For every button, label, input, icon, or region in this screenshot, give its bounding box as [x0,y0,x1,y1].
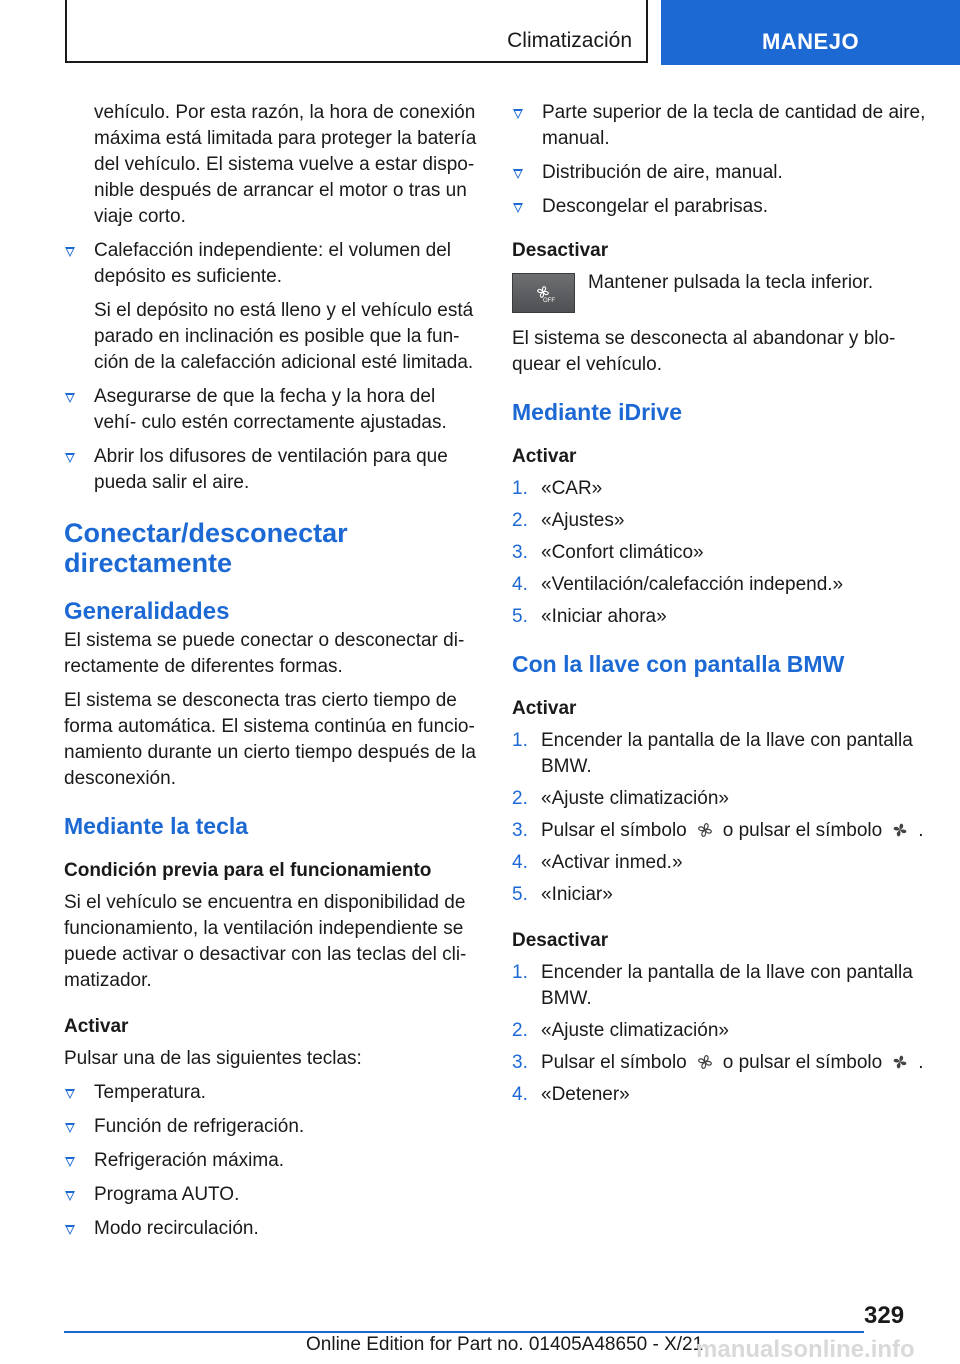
fan-filled-icon [888,1053,912,1071]
list-item-text: Calefacción independiente: el volumen del depósito es suficiente. [94,240,452,287]
bullet-triangle-icon [65,1089,75,1099]
numbered-step [512,540,927,566]
list-item-text: Abrir los difusores de ventilación para que pueda salir el aire. [94,446,448,493]
label-heading: Activar [512,698,577,719]
step-number: 3. [512,820,528,841]
list-item-text: Temperatura. [94,1082,206,1103]
list-item [64,1148,479,1174]
paragraph: El sistema se puede conectar o desconectar di‐ rectamente de diferentes formas. [64,630,465,677]
intro-paragraph: vehículo. Por esta razón, la hora de conexión máxima está limitada para proteger la batería del vehículo. El sistema vuelve a estar dispo‐ nible después de arrancar el motor o tras un viaje corto. [94,102,477,227]
section-heading: Conectar/desconectar directamente [64,518,348,578]
list-item [512,160,927,186]
footer-edition: Online Edition for Part no. 01405A48650 - X/21 [306,1334,704,1355]
list-item [64,1080,479,1106]
step-number: 1. [512,730,528,751]
left-column [64,100,479,1250]
step-number: 5. [512,884,528,905]
step-text-end: . [918,820,924,841]
fan-outline-icon [693,821,717,839]
step-text: «Confort climático» [541,542,704,563]
paragraph: Pulsar una de las siguientes teclas: [64,1048,362,1069]
topic-heading: Con la llave con pantalla BMW [512,651,845,677]
bullet-triangle-icon [513,203,523,213]
list-item-text: Refrigeración máxima. [94,1150,285,1171]
list-item [64,1216,479,1242]
key-instruction [512,270,927,316]
step-number: 4. [512,574,528,595]
bullet-triangle-icon [65,393,75,403]
step-number: 2. [512,1020,528,1041]
step-text: «Ajuste climatización» [541,1020,729,1041]
subsection-heading: Generalidades [64,598,230,625]
bullet-triangle-icon [65,1225,75,1235]
step-number: 2. [512,788,528,809]
step-text: «Iniciar ahora» [541,606,667,627]
list-item-text: Descongelar el parabrisas. [542,196,769,217]
list-item-continuation: Si el depósito no está lleno y el vehículo está parado en inclinación es posible que la fun‐ ción de la calefacción adicional esté limitada. [94,300,474,373]
fan-off-key-image [512,273,575,313]
list-item-text: Programa AUTO. [94,1184,240,1205]
step-text: Encender la pantalla de la llave con pantalla BMW. [541,962,913,1009]
step-text: «Ajuste climatización» [541,788,729,809]
bullet-triangle-icon [65,1191,75,1201]
page-number: 329 [864,1302,905,1329]
numbered-step [512,728,927,780]
bullet-triangle-icon [65,1123,75,1133]
numbered-step [512,850,927,876]
page-header [0,0,960,66]
step-number: 1. [512,478,528,499]
list-item [64,238,479,290]
step-text: «Ventilación/calefacción independ.» [541,574,844,595]
label-heading: Desactivar [512,930,609,951]
list-item-text: Parte superior de la tecla de cantidad de aire, manual. [542,102,926,149]
numbered-step [512,604,927,630]
right-column [512,100,927,1114]
numbered-step [512,786,927,812]
numbered-step [512,960,927,1012]
numbered-step [512,508,927,534]
numbered-step [512,882,927,908]
label-heading: Condición previa para el funcionamiento [64,860,432,881]
step-text: «Activar inmed.» [541,852,683,873]
step-number: 4. [512,852,528,873]
list-item-text: Función de refrigeración. [94,1116,305,1137]
label-heading: Activar [64,1016,129,1037]
fan-filled-icon [888,821,912,839]
step-text-or: o pulsar el símbolo [722,1052,883,1073]
step-text: Encender la pantalla de la llave con pantalla BMW. [541,730,913,777]
step-number: 2. [512,510,528,531]
chapter-title: MANEJO [761,29,860,54]
step-number: 1. [512,962,528,983]
bullet-triangle-icon [65,247,75,257]
list-item [512,194,927,220]
step-text-end: . [918,1052,924,1073]
topic-heading: Mediante la tecla [64,813,249,839]
numbered-step [512,1018,927,1044]
watermark-logo: manualsonline.info [696,1336,915,1363]
key-off-label: OFF [543,298,555,304]
step-number: 3. [512,1052,528,1073]
list-item [64,444,479,496]
step-number: 5. [512,606,528,627]
label-heading: Activar [512,446,577,467]
paragraph: El sistema se desconecta al abandonar y blo‐ quear el vehículo. [512,328,896,375]
section-title: Climatización [507,29,632,52]
numbered-step [512,572,927,598]
step-text: «CAR» [541,478,603,499]
list-item-text: Asegurarse de que la fecha y la hora del vehí‐ culo estén correctamente ajustadas. [94,386,447,433]
numbered-step [512,1050,927,1076]
list-item [64,1182,479,1208]
step-text-or: o pulsar el símbolo [722,820,883,841]
section-tab[interactable] [65,0,648,63]
step-text: «Ajustes» [541,510,625,531]
bullet-triangle-icon [65,1157,75,1167]
bullet-triangle-icon [65,453,75,463]
list-item [64,384,479,436]
numbered-step [512,1082,927,1108]
bullet-triangle-icon [513,169,523,179]
bullet-triangle-icon [513,109,523,119]
paragraph: Si el vehículo se encuentra en disponibilidad de funcionamiento, la ventilación independiente se puede activar o desactivar con las teclas del cli‐ matizador. [64,892,467,991]
step-text: Pulsar el símbolo [541,1052,687,1073]
step-text: «Detener» [541,1084,630,1105]
footer-divider [64,1331,864,1333]
list-item-text: Distribución de aire, manual. [542,162,783,183]
list-item [64,1114,479,1140]
step-number: 3. [512,542,528,563]
numbered-step [512,476,927,502]
fan-outline-icon [693,1053,717,1071]
paragraph: El sistema se desconecta tras cierto tiempo de forma automática. El sistema continúa en funcio‐ namiento durante un cierto tiempo después de la desconexión. [64,690,476,789]
step-text: «Iniciar» [541,884,613,905]
list-item-text: Modo recirculación. [94,1218,259,1239]
chapter-tab[interactable] [661,0,960,65]
step-number: 4. [512,1084,528,1105]
key-instruction-text: Mantener pulsada la tecla inferior. [588,272,874,293]
numbered-step [512,818,927,844]
topic-heading: Mediante iDrive [512,399,682,425]
step-text: Pulsar el símbolo [541,820,687,841]
label-heading: Desactivar [512,240,609,261]
list-item [512,100,927,152]
